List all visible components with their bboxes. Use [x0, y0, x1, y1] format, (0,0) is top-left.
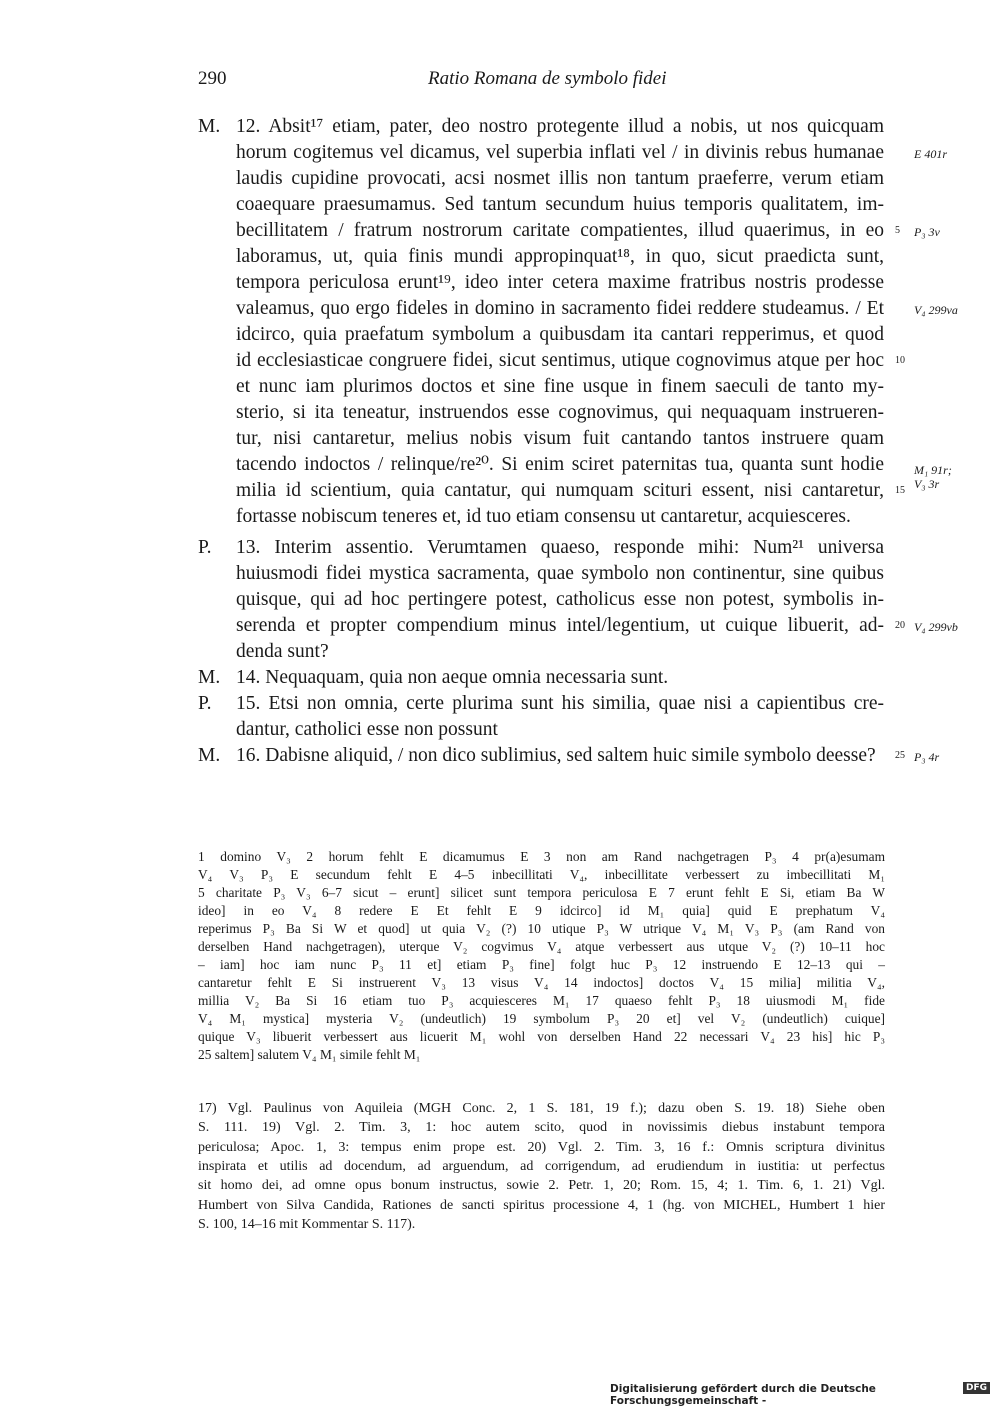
apparatus-line: cantaretur fehlt E Si instruerent V₃ 13 visus V₄ 14 indoctos] doctos V₄ 15 milia] militia V₄,: [198, 975, 885, 990]
footnote-line: S. 111. 19) Vgl. 2. Tim. 3, 1: hoc autem scito, quod in novissimis diebus instabunt tempora: [198, 1120, 885, 1135]
footnote-line: periculosa; Apoc. 1, 3: tempus enim prope est. 20) Vgl. 2. Tim. 3, 16 f.: Omnis scriptura divinitus: [198, 1140, 885, 1155]
text-line: 14. Nequaquam, quia non aeque omnia necessaria sunt.: [236, 667, 669, 688]
digitization-credit: Digitalisierung gefördert durch die Deutsche Forschungsgemeinschaft -: [610, 1383, 876, 1407]
text-line: serenda et propter compendium minus intel/legentium, ut cuique libuerit, ad-: [236, 615, 884, 636]
margin-siglum: P₃ 4r: [914, 750, 940, 764]
text-line: idcirco, quia praefatum symbolum a quibusdam ita cantari repperimus, et quod: [236, 324, 884, 345]
footnote-line: inspirata et utilis ad docendum, ad arguendum, ad corrigendum, ad erudiendum in iustitia: ut perfectus: [198, 1159, 885, 1174]
speaker-label: P.: [198, 537, 212, 558]
line-number: 15: [895, 485, 905, 496]
speaker-label: M.: [198, 667, 221, 688]
apparatus-line: 1 domino V₃ 2 horum fehlt E dicamumus E 3 non am Rand nachgetragen P₃ 4 pr(a)esumam: [198, 849, 885, 864]
text-line: tacendo indoctos / relinque/re²⁰. Si enim sciret paternitas tua, quanta sunt hodie: [236, 454, 884, 475]
apparatus-line: millia V₂ Ba Si 16 etiam tuo P₃ acquiesceres M₁ 17 quaeso fehlt P₃ 18 uiusmodi M₁ fide: [198, 993, 885, 1008]
margin-siglum: V₄ 299vb: [914, 620, 958, 634]
footnote-line: Humbert von Silva Candida, Rationes de sancti spiritus processione 4, 1 (hg. von MICHEL, Humbert 1 hier: [198, 1198, 885, 1213]
apparatus-line: quique V₃ libuerit verbessert aus licuerit M₁ wohl von derselben Hand 22 necessari V₄ 23 his] hic P₃: [198, 1029, 885, 1044]
text-line: becillitatem / fratrum nostrorum caritate compatientes, illud quaerimus, in eo: [236, 220, 884, 241]
text-line: sterio, si ita teneatur, instruendos esse cognovimus, qui nequaquam instrueren-: [236, 402, 884, 423]
speaker-label: P.: [198, 693, 212, 714]
margin-siglum: V₃ 3r: [914, 477, 940, 491]
apparatus-line: derselben Hand nachgetragen), uterque V₂ cogvimus V₄ atque verbessert aus utque V₂ (?) 10–11 hoc: [198, 939, 885, 954]
text-line: laudis cupidine provocati, acsi nosmet illis non tantum praeferre, verum etiam: [236, 168, 884, 189]
page-number: 290: [198, 68, 227, 89]
line-number: 10: [895, 355, 905, 366]
text-line: 15. Etsi non omnia, certe plurima sunt his similia, quae nisi a capientibus cre-: [236, 693, 884, 714]
dfg-logo: DFG: [963, 1382, 990, 1394]
speaker-label: M.: [198, 116, 221, 137]
text-line: 16. Dabisne aliquid, / non dico sublimius, sed saltem huic simile symbolo deesse?: [236, 745, 876, 766]
line-number: 20: [895, 620, 905, 631]
text-line: valeamus, quo ergo fideles in domino in sacramento fidei reddere studeamus. / Et: [236, 298, 884, 319]
speaker-label: M.: [198, 745, 221, 766]
margin-siglum: E 401r: [914, 147, 947, 161]
line-number: 25: [895, 750, 905, 761]
text-line: laboramus, ut, quia finis mundi appropinquat¹⁸, in quo, sicut praedicta sunt,: [236, 246, 884, 267]
apparatus-line: V₄ M₁ mystica] mysteria V₂ (undeutlich) 19 symbolum P₃ 20 et] vel V₂ (undeutlich) cuique]: [198, 1011, 885, 1026]
margin-siglum: P₃ 3v: [914, 225, 940, 239]
text-line: id ecclesiasticae congruere fidei, sicut sentimus, utique cognovimus atque per hoc: [236, 350, 884, 371]
footnote-line: sit homo dei, ad omne opus bonum instructus, sowie 2. Petr. 1, 20; Rom. 15, 4; 1. Tim. 6, 1. 21) Vgl.: [198, 1178, 885, 1193]
footnote-line: S. 100, 14–16 mit Kommentar S. 117).: [198, 1217, 416, 1232]
text-line: coaequare praesumamus. Sed tantum secundum huius temporis qualitatem, im-: [236, 194, 884, 215]
text-line: 12. Absit¹⁷ etiam, pater, deo nostro protegente illud a nobis, ut nos quicquam: [236, 116, 884, 137]
text-line: tur, nisi cantaretur, melius nobis visum fuit cantando tantos instruere quam: [236, 428, 884, 449]
text-line: et nunc iam plurimos doctos et sine fine usque in finem saeculi de tanto my-: [236, 376, 884, 397]
text-line: milia id scientium, quia cantatur, qui numquam sciturі essent, nisi cantaretur,: [236, 480, 884, 501]
line-number: 5: [895, 225, 900, 236]
text-line: quisque, qui ad hoc pertingere potest, catholicus esse non potest, symbolis in-: [236, 589, 884, 610]
apparatus-line: – iam] hoc iam nunc P₃ 11 et] etiam P₃ fine] folgt huc P₃ 12 instruendo E 12–13 qui –: [198, 957, 885, 972]
text-line: fortasse nobiscum teneres et, id tuo etiam consensu ut cantaretur, acquiesceres.: [236, 506, 851, 527]
footnote-line: 17) Vgl. Paulinus von Aquileia (MGH Conc. 2, 1 S. 181, 19 f.); dazu oben S. 19. 18) Siehe oben: [198, 1101, 885, 1116]
apparatus-line: 5 charitate P₃ V₃ 6–7 sicut – erunt] silicet sunt tempora periculosa E 7 erunt fehlt E Si, etiam Ba W: [198, 885, 885, 900]
text-line: huiusmodi fidei mystica sacramenta, quae symbolo non continentur, sine quibus: [236, 563, 884, 584]
running-head: Ratio Romana de symbolo fidei: [428, 68, 667, 89]
apparatus-line: 25 saltem] salutem V₄ M₁ simile fehlt M₁: [198, 1047, 421, 1062]
apparatus-line: reperimus P₃ Ba Si W et quod] ut quia V₂ (?) 10 utique P₃ W utrique V₄ M₁ V₃ P₃ (am Rand von: [198, 921, 885, 936]
margin-siglum: M₁ 91r;: [914, 463, 952, 477]
text-line: dantur, catholici esse non possunt: [236, 719, 498, 740]
apparatus-line: V₄ V₃ P₃ E secundum fehlt E 4–5 inbecillitati V₄, inbecillitate verbessert zu imbecillitati M₁: [198, 867, 885, 882]
text-line: denda sunt?: [236, 641, 329, 662]
margin-siglum: V₄ 299va: [914, 303, 958, 317]
text-line: 13. Interim assentio. Verumtamen quaeso, responde mihi: Num²¹ universa: [236, 537, 884, 558]
apparatus-line: ideo] in eo V₄ 8 redere E Et fehlt E 9 idcirco] id M₁ quia] quid E prephatum V₄: [198, 903, 885, 918]
text-line: horum cogitemus vel dicamus, vel superbia inflati vel / in divinis rebus humanae: [236, 142, 884, 163]
text-line: tempora periculosa erunt¹⁹, ideo inter cetera maxime fratribus nostris prodesse: [236, 272, 884, 293]
